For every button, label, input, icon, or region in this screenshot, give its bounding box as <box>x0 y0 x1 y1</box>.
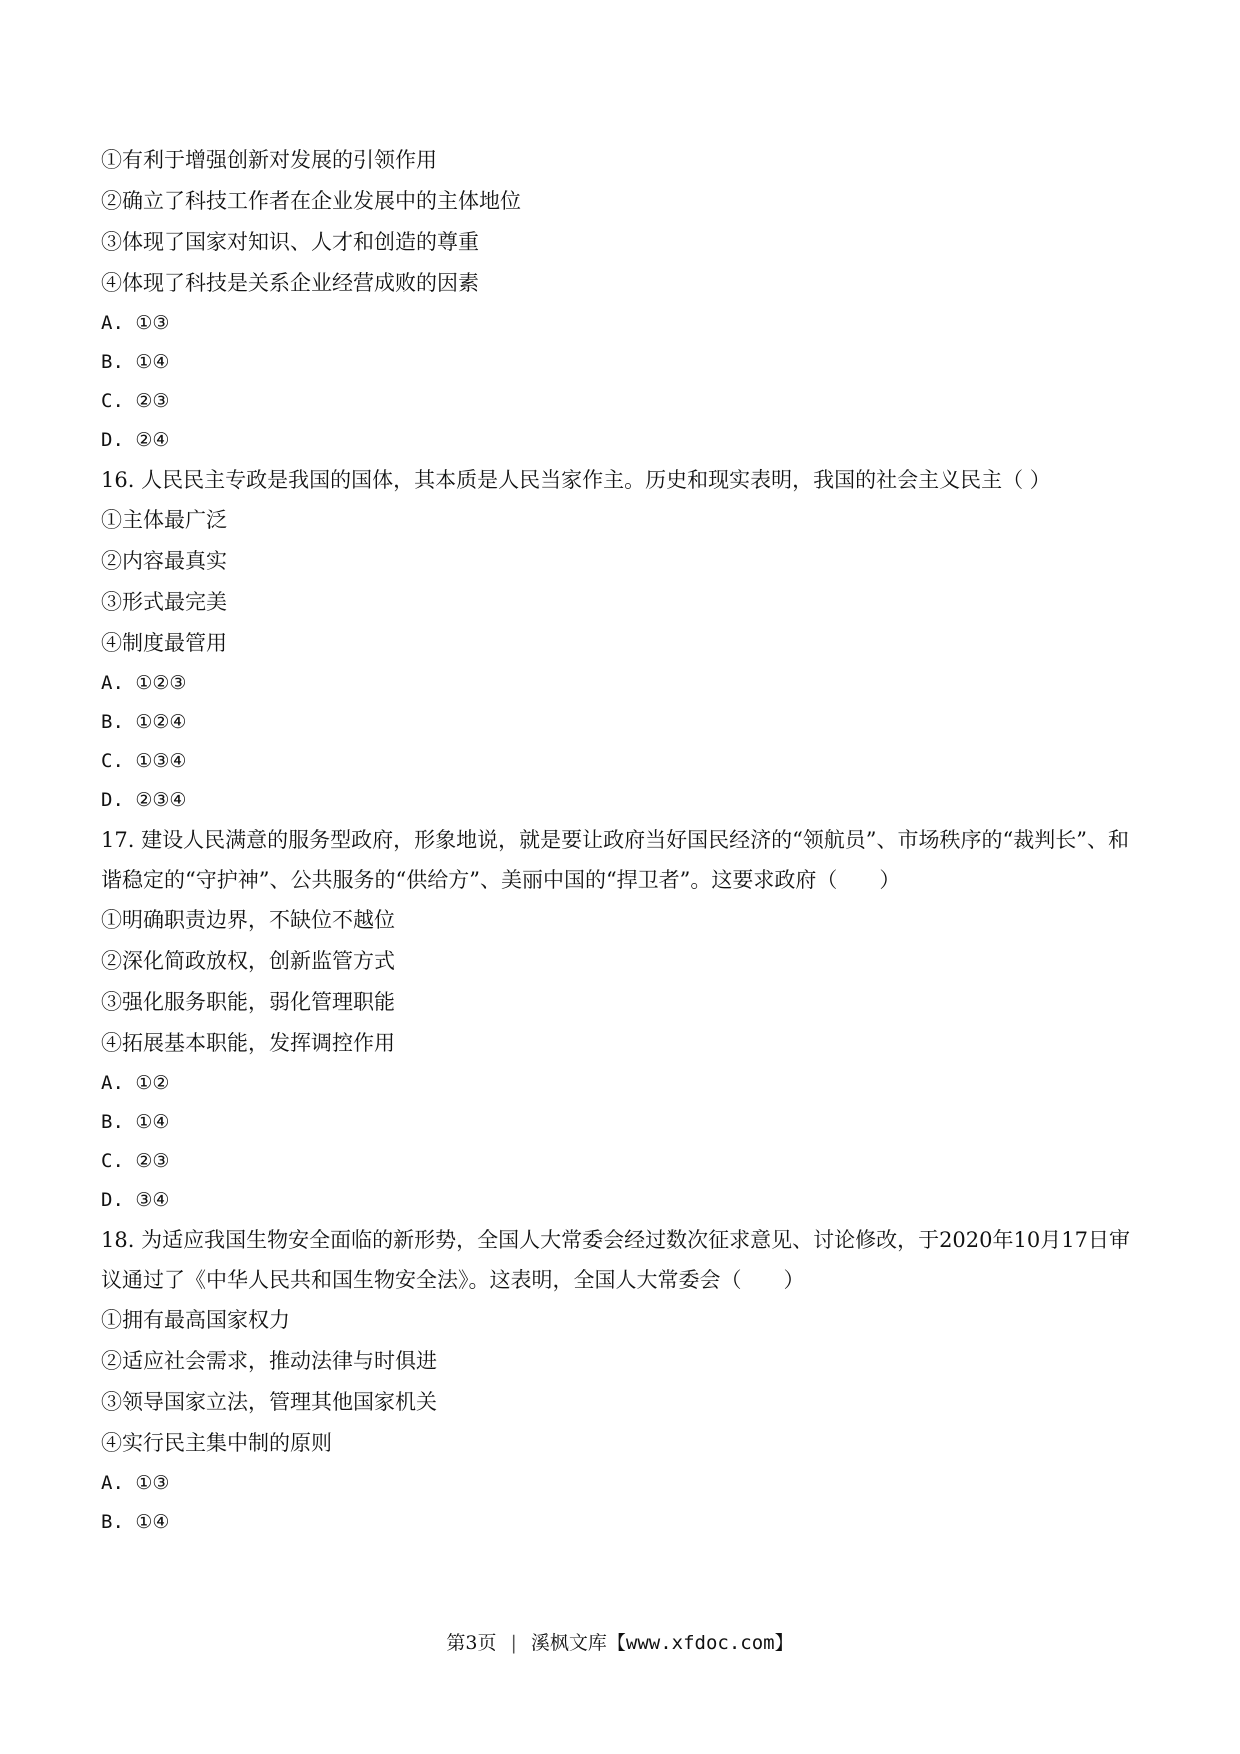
question-16 <box>101 460 1141 820</box>
statement: ①有利于增强创新对发展的引领作用 <box>101 148 437 172</box>
option-b: B. ①④ <box>101 1511 170 1533</box>
footer-site-name: 溪枫文库【www.xfdoc.com】 <box>530 1632 794 1654</box>
question-17 <box>101 820 1141 1220</box>
question-stem: 16. 人民民主专政是我国的国体，其本质是人民当家作主。历史和现实表明，我国的社会主义民主（ ） <box>101 468 1051 492</box>
option-a: A. ①② <box>101 1072 170 1094</box>
statement: ①拥有最高国家权力 <box>101 1308 290 1332</box>
statement: ③形式最完美 <box>101 590 227 614</box>
footer-separator: | <box>510 1632 517 1654</box>
option-d: D. ②④ <box>101 429 170 451</box>
question-stem: 18. 为适应我国生物安全面临的新形势，全国人大常委会经过数次征求意见、讨论修改，于2020年10月17日审议通过了《中华人民共和国生物安全法》。这表明，全国人大常委会（ ） <box>101 1228 1130 1292</box>
option-c: C. ①③④ <box>101 750 187 772</box>
statement: ①主体最广泛 <box>101 508 227 532</box>
option-b: B. ①④ <box>101 1111 170 1133</box>
option-a: A. ①③ <box>101 1472 170 1494</box>
option-b: B. ①④ <box>101 351 170 373</box>
statement: ②内容最真实 <box>101 549 227 573</box>
question-stem: 17. 建设人民满意的服务型政府，形象地说，就是要让政府当好国民经济的“领航员”、市场秩序的“裁判长”、和谐稳定的“守护神”、公共服务的“供给方”、美丽中国的“捍卫者”。这要求政府（ ） <box>101 828 1130 892</box>
statement: ④实行民主集中制的原则 <box>101 1431 332 1455</box>
statement: ②深化简政放权，创新监管方式 <box>101 949 395 973</box>
statement: ③强化服务职能，弱化管理职能 <box>101 990 395 1014</box>
option-b: B. ①②④ <box>101 711 187 733</box>
option-d: D. ③④ <box>101 1189 170 1211</box>
option-d: D. ②③④ <box>101 789 187 811</box>
question-content <box>101 140 1141 1542</box>
question-18 <box>101 1220 1141 1542</box>
statement: ②确立了科技工作者在企业发展中的主体地位 <box>101 189 521 213</box>
statement: ④制度最管用 <box>101 631 227 655</box>
statement: ④拓展基本职能，发挥调控作用 <box>101 1031 395 1055</box>
page-number: 第3页 <box>446 1632 497 1654</box>
statement: ④体现了科技是关系企业经营成败的因素 <box>101 271 479 295</box>
option-a: A. ①③ <box>101 312 170 334</box>
option-c: C. ②③ <box>101 390 170 412</box>
page-footer <box>0 1628 1240 1658</box>
statement: ②适应社会需求，推动法律与时俱进 <box>101 1349 437 1373</box>
question-15 <box>101 140 1141 460</box>
statement: ③体现了国家对知识、人才和创造的尊重 <box>101 230 479 254</box>
option-a: A. ①②③ <box>101 672 187 694</box>
statement: ③领导国家立法，管理其他国家机关 <box>101 1390 437 1414</box>
statement: ①明确职责边界，不缺位不越位 <box>101 908 395 932</box>
option-c: C. ②③ <box>101 1150 170 1172</box>
